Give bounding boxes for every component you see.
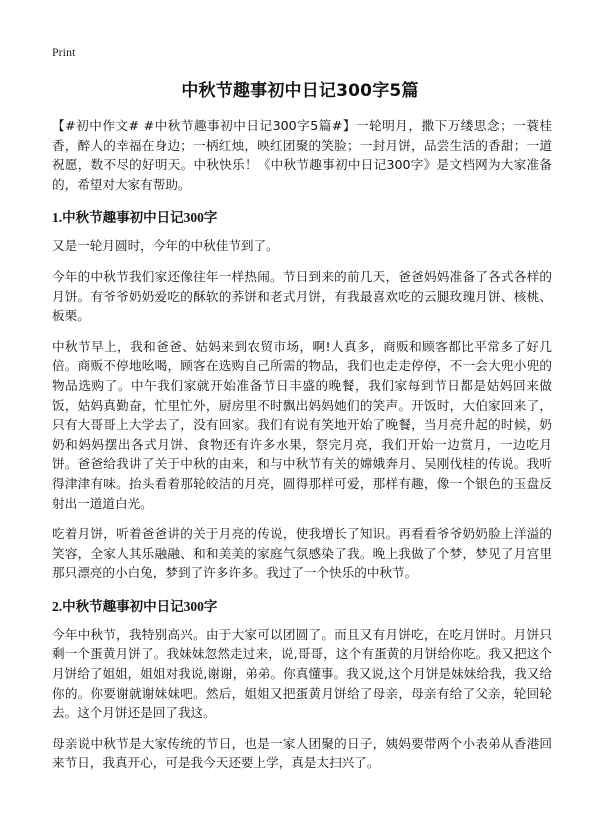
section-paragraph: 母亲说中秋节是大家传统的节日，也是一家人团聚的日子，姨妈要带两个小表弟从香港回来节日，我真开心，可是我今天还要上学，真是太扫兴了。 — [52, 735, 552, 771]
section-paragraph: 今年中秋节，我特别高兴。由于大家可以团圆了。而且又有月饼吃，在吃月饼时。月饼只剩一个蛋黄月饼了。我妹妹忽然走过来，说,哥哥，这个有蛋黄的月饼给你吃。我又把这个月饼给了姐姐，姐姐对我说,谢谢，弟弟。你真懂事。我又说,这个月饼是妹妹给我，我又给你的。你要谢就谢妹妹吧。然后，姐姐又把蛋黄月饼给了母亲，母亲有给了父亲，轮回轮去。这个月饼还是回了我这。 — [52, 626, 552, 721]
section-paragraph: 今年的中秋节我们家还像往年一样热闹。节日到来的前几天，爸爸妈妈准备了各式各样的月饼。有爷爷奶奶爱吃的酥软的荞饼和老式月饼，有我最喜欢吃的云腿玫瑰月饼、核桃、板栗。 — [52, 268, 552, 324]
section-heading: 2.中秋节趣事初中日记300字 — [52, 598, 218, 614]
section-paragraph: 又是一轮月圆时，今年的中秋佳节到了。 — [52, 238, 279, 254]
section-paragraph: 中秋节早上，我和爸爸、姑妈来到农贸市场，啊!人真多，商贩和顾客都比平常多了好几倍。商贩不停地吆喝，顾客在选购自己所需的物品，我们也走走停停，不一会大兜小兜的物品选购了。中午我们家就开始准备节日丰盛的晚餐，我们家每到节日都是姑妈回来做饭，姑妈真勤奋，忙里忙外，厨房里不时飘出妈妈她们的笑声。开饭时，大伯家回来了，只有大哥哥上大学去了，没有回家。我们有说有笑地开始了晚餐，当月亮升起的时候，奶奶和妈妈摆出各式月饼、食物还有许多水果，祭完月亮，我们开始一边赏月，一边吃月饼。爸爸给我讲了关于中秋的由来，和与中秋节有关的嫦娥奔月、吴刚伐桂的传说。我听得津津有味。抬头看着那轮皎洁的月亮，圆得那样可爱，那样有趣，像一个银色的玉盘反射出一道道白光。 — [52, 338, 552, 511]
section-paragraph: 吃着月饼，听着爸爸讲的关于月亮的传说，使我增长了知识。再看看爷爷奶奶脸上洋溢的笑容，全家人其乐融融、和和美美的家庭气氛感染了我。晚上我做了个梦，梦见了月宫里那只漂亮的小白兔，梦到了许多许多。我过了一个快乐的中秋节。 — [52, 526, 552, 581]
intro-paragraph: 【#初中作文# #中秋节趣事初中日记300字5篇#】一轮明月，撒下万缕思念；一蓑桂香，醉人的幸福在身边；一柄红烛，映红团聚的笑脸；一封月饼，品尝生活的香甜；一道祝愿，数不尽的好明天。中秋快乐！《中秋节趣事初中日记300字》是文档网为大家准备的，希望对大家有帮助。 — [52, 118, 552, 192]
page-title: 中秋节趣事初中日记300字5篇 — [181, 81, 419, 101]
document-body — [52, 116, 552, 784]
print-label: Print — [52, 45, 76, 59]
section-heading: 1.中秋节趣事初中日记300字 — [52, 210, 218, 226]
